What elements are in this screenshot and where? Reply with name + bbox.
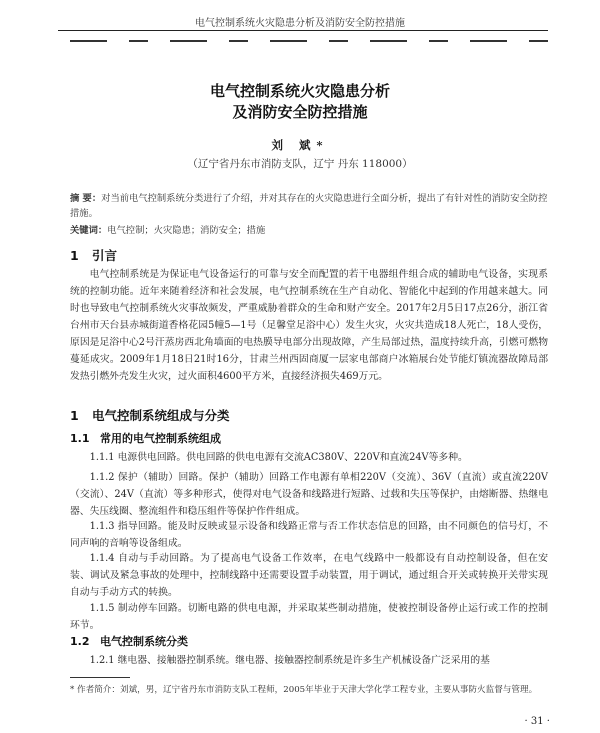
- abstract: [70, 191, 548, 221]
- subsection-number: 1.1: [70, 432, 90, 445]
- keywords-text: 电气控制；火灾隐患；消防安全；措施: [107, 225, 266, 236]
- affiliation: （辽宁省丹东市消防支队，辽宁 丹东 118000）: [187, 158, 413, 170]
- paper-title-line1: 电气控制系统火灾隐患分析: [209, 82, 390, 100]
- author: 刘 斌*: [271, 138, 329, 152]
- running-head: 电气控制系统火灾隐患分析及消防安全防控措施: [195, 18, 405, 29]
- subsection-title: 电气控制系统分类: [100, 635, 188, 648]
- section-number: 1: [70, 408, 79, 423]
- abstract-label: 摘 要：: [70, 193, 102, 204]
- header-dash-row: [70, 40, 548, 44]
- section-heading-composition: [70, 406, 230, 424]
- subsection-heading-1-1: [70, 430, 221, 446]
- paragraph-1-2-1: 1.2.1 继电器、接触器控制系统。继电器、接触器控制系统是许多生产机械设备广泛采用的基: [89, 655, 490, 666]
- paragraph-1-1-4: 1.1.4 自动与手动回路。为了提高电气设备工作效率，在电气线路中一般都设有自动控制设备，但在安装、调试及紧急事故的处理中，控制线路中还需要设置手动装置，用于调试，通过组合开关或转换开关带实现自动与手动方式的转换。: [70, 553, 548, 598]
- abstract-text: 对当前电气控制系统分类进行了介绍，并对其存在的火灾隐患进行全面分析，提出了有针对性的消防安全防控措施。: [70, 193, 548, 219]
- paragraph-1-1-5: 1.1.5 制动停车回路。切断电路的供电电源，并采取某些制动措施，使被控制设备停止运行或工作的控制环节。: [70, 603, 548, 631]
- intro-paragraph: 电气控制系统是为保证电气设备运行的可靠与安全而配置的若干电器组件组合成的辅助电气设备，实现系统的控制功能。近年来随着经济和社会发展，电气控制系统在生产自动化、智能化中起到的作用越来越大。同时也导致电气控制系统火灾事故频发，严重威胁着群众的生命和财产安全。2017年2月5日17点26分，浙江省台州市天台县赤城街道香格花园5幢5—1号（足馨堂足浴中心）发生火灾，火灾共造成18人死亡，18人受伤，原因是足浴中心2号汗蒸房西北角墙面的电热膜导电部分出现故障，产生局部过热，温度持续升高，引燃可燃物蔓延成灾。2009年1月18日21时16分，甘肃兰州西固商厦一层家电部商户冰箱展台处节能灯镇流器故障局部发热引燃外壳发生火灾，过火面积4600平方米，直接经济损失469万元。: [70, 269, 548, 382]
- paragraph-1-1-1: 1.1.1 电源供电回路。供电回路的供电电源有交流AC380V、220V和直流24V等多种。: [89, 452, 468, 463]
- page-number: · 31 ·: [524, 716, 550, 727]
- header-rule: [58, 30, 548, 31]
- section-title: 电气控制系统组成与分类: [92, 408, 230, 423]
- section-heading-intro: [70, 246, 117, 264]
- keywords: [70, 222, 548, 236]
- author-footnote: * 作者简介：刘斌，男，辽宁省丹东市消防支队工程师，2005年毕业于天津大学化学工程专业，主要从事防火监督与管理。: [70, 685, 538, 695]
- section-number: 1: [70, 248, 79, 263]
- paragraph-1-1-2: 1.1.2 保护（辅助）回路。保护（辅助）回路工作电源有单相220V（交流）、36V（直流）或直流220V（交流）、24V（直流）等多种形式，使得对电气设备和线路进行短路、过载和失压等保护，由熔断器、热继电器、失压线圈、整流组件和稳压组件等保护作件组成。: [70, 472, 548, 517]
- paper-title-line2: 及消防安全防控措施: [232, 103, 368, 121]
- paragraph-1-1-3: 1.1.3 指导回路。能及时反映或显示设备和线路正常与否工作状态信息的回路，由不同颜色的信号灯，不同声响的音响等设备组成。: [70, 521, 548, 549]
- subsection-number: 1.2: [70, 635, 90, 648]
- keywords-label: 关键词：: [70, 225, 108, 236]
- footnote-rule: [70, 677, 130, 678]
- subsection-heading-1-2: [70, 633, 188, 649]
- subsection-title: 常用的电气控制系统组成: [100, 432, 221, 445]
- section-title: 引言: [92, 248, 118, 263]
